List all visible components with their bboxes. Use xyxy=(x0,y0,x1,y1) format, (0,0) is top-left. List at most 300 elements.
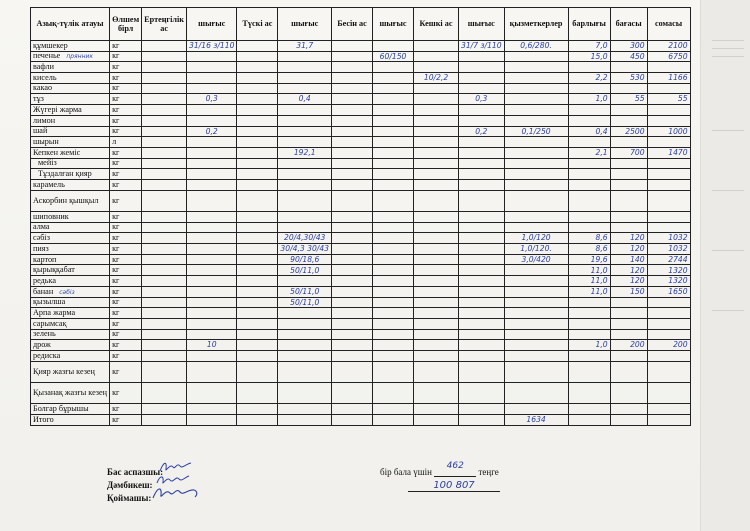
cell-unit: кг xyxy=(110,62,142,73)
table-row xyxy=(31,137,691,148)
cell-breakfast xyxy=(142,147,187,158)
cell-sum: 200 xyxy=(647,340,690,351)
cell-unit: кг xyxy=(110,105,142,116)
cell-breakfast xyxy=(142,137,187,148)
cell-out2 xyxy=(278,318,332,329)
cell-snack xyxy=(332,212,373,223)
cell-out4 xyxy=(459,73,505,84)
product-name: дрож xyxy=(33,340,51,349)
cell-total xyxy=(568,415,610,426)
cell-breakfast xyxy=(142,286,187,297)
cell-dinner xyxy=(414,51,459,62)
cell-lunch xyxy=(237,51,278,62)
cell-out4 xyxy=(459,297,505,308)
cell-out1 xyxy=(187,297,237,308)
cell-out2: 50/11,0 xyxy=(278,286,332,297)
cell-out3 xyxy=(373,94,414,105)
cell-name xyxy=(31,73,110,84)
cell-name xyxy=(31,265,110,276)
cell-name xyxy=(31,404,110,415)
cell-out3 xyxy=(373,137,414,148)
cell-needs xyxy=(504,94,568,105)
cell-unit: кг xyxy=(110,158,142,169)
product-name: Арпа жарма xyxy=(33,307,76,317)
cell-needs: 0,6/280. xyxy=(504,41,568,52)
cell-price xyxy=(610,105,647,116)
cell-out2: 50/11,0 xyxy=(278,265,332,276)
cell-name xyxy=(31,308,110,319)
cell-out2 xyxy=(278,158,332,169)
grand-total: 100 807 xyxy=(408,480,500,492)
cell-dinner xyxy=(414,318,459,329)
cell-needs xyxy=(504,137,568,148)
header-out-2: шығыс xyxy=(278,8,332,41)
product-name: Қызанақ жазғы кезең xyxy=(33,388,108,398)
cell-snack xyxy=(332,329,373,340)
cell-needs xyxy=(504,115,568,126)
cell-snack xyxy=(332,404,373,415)
cell-total xyxy=(568,83,610,94)
product-name: Кепкен жеміс xyxy=(33,147,81,157)
cell-out3 xyxy=(373,276,414,287)
cell-breakfast xyxy=(142,51,187,62)
cell-name xyxy=(31,286,110,297)
cell-sum: 1320 xyxy=(647,265,690,276)
cell-sum xyxy=(647,137,690,148)
cell-unit: кг xyxy=(110,169,142,180)
cell-out1 xyxy=(187,73,237,84)
cell-out2 xyxy=(278,383,332,404)
cell-breakfast xyxy=(142,415,187,426)
cell-out4 xyxy=(459,179,505,190)
cell-price xyxy=(610,297,647,308)
cell-out1 xyxy=(187,147,237,158)
cell-snack xyxy=(332,41,373,52)
cell-out3 xyxy=(373,179,414,190)
cell-snack xyxy=(332,158,373,169)
header-snack: Бесін ас xyxy=(332,8,373,41)
cell-out4 xyxy=(459,115,505,126)
cell-snack xyxy=(332,94,373,105)
cell-out2 xyxy=(278,62,332,73)
cell-unit: кг xyxy=(110,94,142,105)
cell-needs xyxy=(504,329,568,340)
table-row xyxy=(31,179,691,190)
ghost-line xyxy=(712,250,744,251)
cell-name xyxy=(31,105,110,116)
cell-breakfast xyxy=(142,276,187,287)
cell-out1 xyxy=(187,105,237,116)
product-name: қырыққабат xyxy=(33,265,75,275)
cell-dinner xyxy=(414,137,459,148)
cell-dinner xyxy=(414,126,459,137)
cell-out1 xyxy=(187,404,237,415)
cell-dinner xyxy=(414,350,459,361)
cell-out2 xyxy=(278,73,332,84)
cell-out3 xyxy=(373,308,414,319)
cell-snack xyxy=(332,51,373,62)
ghost-line xyxy=(712,48,744,49)
cell-total: 2,1 xyxy=(568,147,610,158)
cell-breakfast xyxy=(142,404,187,415)
cell-name xyxy=(31,147,110,158)
cell-out3 xyxy=(373,41,414,52)
cell-dinner xyxy=(414,83,459,94)
cell-out1 xyxy=(187,361,237,382)
table-row xyxy=(31,297,691,308)
product-name: вафли xyxy=(33,62,54,72)
cell-name xyxy=(31,297,110,308)
storekeeper-label: Қоймашы: xyxy=(107,493,152,503)
cell-sum xyxy=(647,222,690,233)
cell-snack xyxy=(332,415,373,426)
cell-lunch xyxy=(237,169,278,180)
cell-out3 xyxy=(373,212,414,223)
cell-lunch xyxy=(237,415,278,426)
cell-sum xyxy=(647,329,690,340)
cell-total xyxy=(568,318,610,329)
cell-needs xyxy=(504,212,568,223)
cell-sum: 1166 xyxy=(647,73,690,84)
cell-out4 xyxy=(459,361,505,382)
header-unit: Өлшем бірл xyxy=(110,8,142,41)
cell-out1 xyxy=(187,415,237,426)
table-row xyxy=(31,212,691,223)
handwritten-note: сәбіз xyxy=(59,288,75,296)
cell-breakfast xyxy=(142,340,187,351)
cell-dinner xyxy=(414,105,459,116)
cell-out1: 0,3 xyxy=(187,94,237,105)
product-name: редька xyxy=(33,275,57,285)
cell-snack xyxy=(332,83,373,94)
cell-name xyxy=(31,340,110,351)
product-name: карамель xyxy=(33,179,65,189)
cell-unit: кг xyxy=(110,190,142,211)
cell-price xyxy=(610,158,647,169)
cell-price: 55 xyxy=(610,94,647,105)
cell-name xyxy=(31,126,110,137)
cell-snack xyxy=(332,340,373,351)
product-name: банан xyxy=(33,286,54,296)
cell-unit: кг xyxy=(110,233,142,244)
ghost-line xyxy=(712,130,744,131)
cell-name xyxy=(31,212,110,223)
cell-needs xyxy=(504,169,568,180)
cell-sum xyxy=(647,105,690,116)
cell-price xyxy=(610,361,647,382)
cell-out3: 60/150 xyxy=(373,51,414,62)
cell-price xyxy=(610,383,647,404)
cell-needs xyxy=(504,340,568,351)
table-row xyxy=(31,190,691,211)
cell-breakfast xyxy=(142,297,187,308)
cell-breakfast xyxy=(142,126,187,137)
cell-out1 xyxy=(187,254,237,265)
product-name: лимон xyxy=(33,115,56,125)
header-out-3: шығыс xyxy=(373,8,414,41)
cell-sum xyxy=(647,297,690,308)
cell-breakfast xyxy=(142,41,187,52)
cell-unit: кг xyxy=(110,41,142,52)
cell-sum: 1650 xyxy=(647,286,690,297)
cell-price xyxy=(610,404,647,415)
adjacent-page-edge xyxy=(700,0,750,531)
cell-price: 150 xyxy=(610,286,647,297)
cell-lunch xyxy=(237,340,278,351)
cell-out3 xyxy=(373,62,414,73)
per-child-value: 462 xyxy=(446,461,464,471)
cell-breakfast xyxy=(142,244,187,255)
cell-name xyxy=(31,350,110,361)
cell-price: 120 xyxy=(610,265,647,276)
cell-out1 xyxy=(187,329,237,340)
cell-sum: 1032 xyxy=(647,233,690,244)
header-total: барлығы xyxy=(568,8,610,41)
cell-total: 11,0 xyxy=(568,286,610,297)
header-row xyxy=(31,8,691,41)
cell-out3 xyxy=(373,340,414,351)
cell-out1 xyxy=(187,350,237,361)
product-name: Аскорбин қышқыл xyxy=(33,195,99,205)
cell-price: 700 xyxy=(610,147,647,158)
cell-out2: 0,4 xyxy=(278,94,332,105)
cell-sum: 2100 xyxy=(647,41,690,52)
cell-price: 450 xyxy=(610,51,647,62)
cell-total xyxy=(568,169,610,180)
cell-name xyxy=(31,415,110,426)
cell-breakfast xyxy=(142,169,187,180)
cell-price: 530 xyxy=(610,73,647,84)
cell-out1 xyxy=(187,383,237,404)
cell-dinner xyxy=(414,179,459,190)
cell-price xyxy=(610,308,647,319)
cell-snack xyxy=(332,222,373,233)
cell-out3 xyxy=(373,233,414,244)
cell-name xyxy=(31,169,110,180)
cell-out3 xyxy=(373,115,414,126)
table-row xyxy=(31,404,691,415)
cell-out3 xyxy=(373,329,414,340)
cell-snack xyxy=(332,105,373,116)
cell-out4 xyxy=(459,244,505,255)
cell-out2 xyxy=(278,276,332,287)
food-ledger-table xyxy=(30,7,691,426)
cell-out2 xyxy=(278,83,332,94)
table-row xyxy=(31,147,691,158)
cell-out1 xyxy=(187,222,237,233)
cell-unit: кг xyxy=(110,222,142,233)
header-breakfast: Ертеңгілік ас xyxy=(142,8,187,41)
cell-name xyxy=(31,41,110,52)
table-row xyxy=(31,233,691,244)
cell-snack xyxy=(332,265,373,276)
cell-out1: 31/16 з/110 xyxy=(187,41,237,52)
cell-out1 xyxy=(187,169,237,180)
cell-out4 xyxy=(459,254,505,265)
product-name: картоп xyxy=(33,254,57,264)
cell-out3 xyxy=(373,350,414,361)
cell-total xyxy=(568,190,610,211)
cell-out4 xyxy=(459,51,505,62)
cell-dinner xyxy=(414,115,459,126)
cell-total xyxy=(568,105,610,116)
cell-lunch xyxy=(237,41,278,52)
cell-sum xyxy=(647,318,690,329)
cell-out3 xyxy=(373,297,414,308)
cell-total: 8,6 xyxy=(568,233,610,244)
header-needs: қызметкерлер xyxy=(504,8,568,41)
cell-breakfast xyxy=(142,105,187,116)
cell-sum xyxy=(647,158,690,169)
cell-price: 300 xyxy=(610,41,647,52)
cell-dinner xyxy=(414,41,459,52)
cell-unit: кг xyxy=(110,254,142,265)
cell-unit: кг xyxy=(110,83,142,94)
cell-name xyxy=(31,318,110,329)
cell-unit: кг xyxy=(110,286,142,297)
table-row xyxy=(31,329,691,340)
cell-total: 7,0 xyxy=(568,41,610,52)
cell-out1 xyxy=(187,83,237,94)
cell-snack xyxy=(332,126,373,137)
cell-out2 xyxy=(278,126,332,137)
table-row xyxy=(31,105,691,116)
cell-lunch xyxy=(237,105,278,116)
cell-sum xyxy=(647,190,690,211)
cell-needs xyxy=(504,158,568,169)
cell-out1 xyxy=(187,286,237,297)
cell-out2 xyxy=(278,404,332,415)
cell-lunch xyxy=(237,62,278,73)
cell-unit: кг xyxy=(110,147,142,158)
cell-unit: кг xyxy=(110,179,142,190)
cell-snack xyxy=(332,73,373,84)
cell-out4 xyxy=(459,105,505,116)
cell-total: 2,2 xyxy=(568,73,610,84)
cell-out2: 90/18,6 xyxy=(278,254,332,265)
cell-unit: кг xyxy=(110,308,142,319)
cell-dinner xyxy=(414,254,459,265)
product-name: сәбіз xyxy=(33,233,50,243)
cell-dinner xyxy=(414,169,459,180)
cell-lunch xyxy=(237,404,278,415)
table-row xyxy=(31,94,691,105)
cell-lunch xyxy=(237,318,278,329)
cell-out2 xyxy=(278,361,332,382)
product-name: шиповник xyxy=(33,211,69,221)
cell-price xyxy=(610,137,647,148)
cell-lunch xyxy=(237,350,278,361)
cell-out4 xyxy=(459,276,505,287)
cell-breakfast xyxy=(142,350,187,361)
header-name: Азық-түлік атауы xyxy=(31,8,110,41)
cell-out1 xyxy=(187,212,237,223)
table-row xyxy=(31,115,691,126)
cell-out2 xyxy=(278,51,332,62)
cell-sum xyxy=(647,415,690,426)
header-dinner: Кешкі ас xyxy=(414,8,459,41)
cell-sum xyxy=(647,404,690,415)
cell-sum xyxy=(647,361,690,382)
cell-out3 xyxy=(373,126,414,137)
ghost-line xyxy=(712,310,744,311)
cell-total xyxy=(568,62,610,73)
cell-total xyxy=(568,137,610,148)
cell-out1: 0,2 xyxy=(187,126,237,137)
cell-needs xyxy=(504,404,568,415)
cell-dinner xyxy=(414,233,459,244)
cell-out3 xyxy=(373,383,414,404)
product-name: қызылша xyxy=(33,297,66,307)
cell-needs xyxy=(504,286,568,297)
head-cook-label: Бас аспазшы: xyxy=(107,467,164,477)
cell-needs: 3,0/420 xyxy=(504,254,568,265)
cell-price xyxy=(610,169,647,180)
cell-sum xyxy=(647,62,690,73)
cell-sum xyxy=(647,83,690,94)
ghost-line xyxy=(712,40,744,41)
cell-snack xyxy=(332,286,373,297)
cell-unit: кг xyxy=(110,361,142,382)
cell-breakfast xyxy=(142,318,187,329)
cell-lunch xyxy=(237,83,278,94)
cell-breakfast xyxy=(142,179,187,190)
cell-unit: кг xyxy=(110,276,142,287)
cell-unit: кг xyxy=(110,126,142,137)
cell-out4 xyxy=(459,212,505,223)
cell-out3 xyxy=(373,404,414,415)
cell-price xyxy=(610,190,647,211)
cell-out2: 192,1 xyxy=(278,147,332,158)
per-child-line xyxy=(380,461,499,477)
product-name: Қияр жазғы кезең xyxy=(33,366,95,376)
cell-out4 xyxy=(459,415,505,426)
cell-total: 0,4 xyxy=(568,126,610,137)
cell-dinner xyxy=(414,383,459,404)
cell-total xyxy=(568,297,610,308)
cell-total xyxy=(568,115,610,126)
cell-out1 xyxy=(187,137,237,148)
cell-total xyxy=(568,158,610,169)
cell-lunch xyxy=(237,254,278,265)
cell-out2: 30/4,3 30/43 xyxy=(278,244,332,255)
cell-sum xyxy=(647,383,690,404)
table-row xyxy=(31,276,691,287)
cell-lunch xyxy=(237,115,278,126)
product-name: Итого xyxy=(33,414,54,424)
cell-out3 xyxy=(373,158,414,169)
cell-breakfast xyxy=(142,83,187,94)
table-row xyxy=(31,244,691,255)
cell-out1 xyxy=(187,51,237,62)
cell-lunch xyxy=(237,286,278,297)
cell-unit: кг xyxy=(110,115,142,126)
cell-out1 xyxy=(187,276,237,287)
table-row xyxy=(31,350,691,361)
cell-snack xyxy=(332,179,373,190)
table-row xyxy=(31,308,691,319)
cell-price xyxy=(610,318,647,329)
cell-sum xyxy=(647,350,690,361)
cell-dinner xyxy=(414,361,459,382)
cell-lunch xyxy=(237,383,278,404)
cell-out4 xyxy=(459,233,505,244)
cell-out4 xyxy=(459,265,505,276)
cell-needs: 1,0/120. xyxy=(504,244,568,255)
cell-name xyxy=(31,94,110,105)
cell-out2 xyxy=(278,190,332,211)
cell-out3 xyxy=(373,415,414,426)
